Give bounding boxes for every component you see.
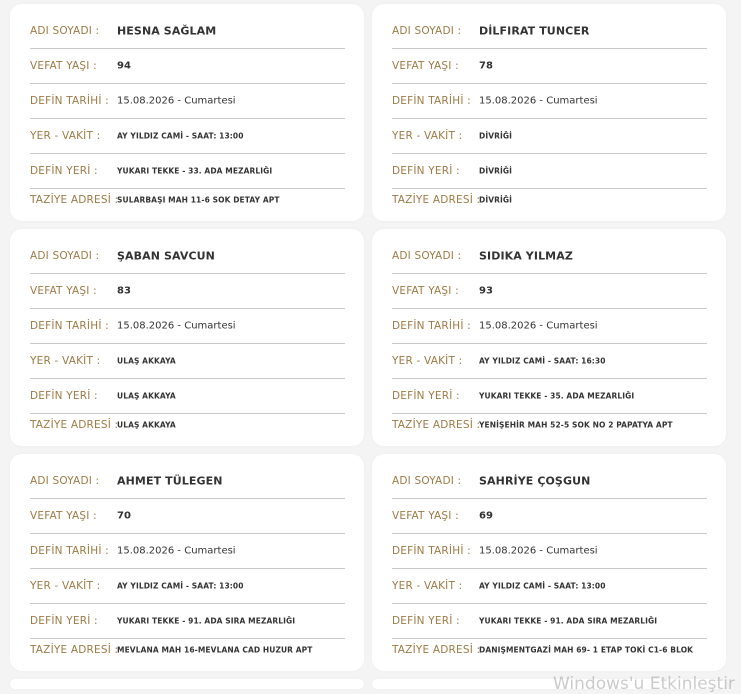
name-row (30, 464, 345, 499)
place-time-label: YER - VAKİT : (30, 580, 101, 592)
obituary-card (372, 454, 726, 671)
age-label: VEFAT YAŞI : (30, 510, 97, 522)
place-time-label: YER - VAKİT : (30, 355, 101, 367)
age-row (392, 49, 707, 84)
burial-date-label: DEFİN TARİHİ : (30, 320, 109, 332)
name-value: ŞABAN SAVCUN (117, 249, 215, 263)
burial-date-row (30, 84, 345, 119)
burial-date-label: DEFİN TARİHİ : (392, 545, 471, 557)
place-time-value: AY YILDIZ CAMİ - SAAT: 13:00 (117, 581, 244, 591)
burial-date-value: 15.08.2026 - Cumartesi (117, 95, 236, 107)
place-time-row (30, 344, 345, 379)
condolence-value: DANIŞMENTGAZİ MAH 69- 1 ETAP TOKİ C1-6 BLOK (479, 645, 694, 655)
burial-date-value: 15.08.2026 - Cumartesi (117, 320, 236, 332)
burial-place-value: YUKARI TEKKE - 33. ADA MEZARLIĞI (117, 166, 273, 176)
age-row (30, 499, 345, 534)
age-label: VEFAT YAŞI : (30, 60, 97, 72)
burial-date-row (30, 309, 345, 344)
age-label: VEFAT YAŞI : (392, 285, 459, 297)
name-label: ADI SOYADI : (30, 25, 100, 37)
name-value: SAHRİYE ÇOŞGUN (479, 474, 591, 488)
obituary-card-partial (10, 679, 364, 689)
age-row (30, 49, 345, 84)
age-value: 93 (479, 285, 493, 297)
name-row (30, 14, 345, 49)
name-label: ADI SOYADI : (30, 475, 100, 487)
condolence-label: TAZİYE ADRESİ : (30, 644, 119, 656)
place-time-row (30, 119, 345, 154)
burial-place-value: ULAŞ AKKAYA (117, 391, 176, 401)
burial-place-label: DEFİN YERİ : (30, 390, 98, 402)
age-value: 69 (479, 510, 493, 522)
obituary-card (10, 4, 364, 221)
burial-date-row (392, 84, 707, 119)
age-value: 78 (479, 60, 493, 72)
name-label: ADI SOYADI : (30, 250, 100, 262)
place-time-row (392, 344, 707, 379)
condolence-label: TAZİYE ADRESİ : (392, 419, 481, 431)
obituary-card (10, 229, 364, 446)
burial-place-label: DEFİN YERİ : (392, 390, 460, 402)
burial-date-label: DEFİN TARİHİ : (30, 95, 109, 107)
burial-date-row (392, 534, 707, 569)
obituary-card (372, 229, 726, 446)
name-value: HESNA SAĞLAM (117, 24, 217, 38)
obituary-card (10, 454, 364, 671)
age-row (392, 274, 707, 309)
name-label: ADI SOYADI : (392, 475, 462, 487)
place-time-row (392, 119, 707, 154)
burial-date-value: 15.08.2026 - Cumartesi (479, 320, 598, 332)
condolence-row (392, 409, 707, 441)
place-time-value: DİVRİĞİ (479, 131, 513, 141)
condolence-row (392, 634, 707, 666)
obituary-card (372, 4, 726, 221)
age-label: VEFAT YAŞI : (30, 285, 97, 297)
place-time-value: ULAŞ AKKAYA (117, 356, 176, 366)
name-label: ADI SOYADI : (392, 25, 462, 37)
burial-place-label: DEFİN YERİ : (30, 615, 98, 627)
place-time-value: AY YILDIZ CAMİ - SAAT: 13:00 (117, 131, 244, 141)
condolence-value: DİVRİĞİ (479, 195, 513, 205)
age-row (392, 499, 707, 534)
name-row (392, 239, 707, 274)
burial-place-label: DEFİN YERİ : (392, 165, 460, 177)
burial-place-value: DİVRİĞİ (479, 166, 513, 176)
burial-place-label: DEFİN YERİ : (30, 165, 98, 177)
burial-date-label: DEFİN TARİHİ : (392, 320, 471, 332)
age-label: VEFAT YAŞI : (392, 60, 459, 72)
age-row (30, 274, 345, 309)
name-row (392, 464, 707, 499)
burial-place-value: YUKARI TEKKE - 91. ADA SIRA MEZARLIĞI (479, 616, 658, 626)
condolence-label: TAZİYE ADRESİ : (392, 644, 481, 656)
condolence-value: ULAŞ AKKAYA (117, 420, 176, 430)
condolence-value: YENİŞEHİR MAH 52-5 SOK NO 2 PAPATYA APT (479, 420, 673, 430)
age-value: 83 (117, 285, 131, 297)
burial-place-value: YUKARI TEKKE - 35. ADA MEZARLIĞI (479, 391, 635, 401)
place-time-label: YER - VAKİT : (392, 130, 463, 142)
place-time-value: AY YILDIZ CAMİ - SAAT: 13:00 (479, 581, 606, 591)
condolence-row (30, 409, 345, 441)
age-label: VEFAT YAŞI : (392, 510, 459, 522)
age-value: 94 (117, 60, 131, 72)
name-label: ADI SOYADI : (392, 250, 462, 262)
place-time-label: YER - VAKİT : (392, 355, 463, 367)
condolence-row (30, 634, 345, 666)
burial-date-label: DEFİN TARİHİ : (392, 95, 471, 107)
name-value: SIDIKA YILMAZ (479, 249, 573, 263)
condolence-label: TAZİYE ADRESİ : (30, 194, 119, 206)
condolence-row (30, 184, 345, 216)
condolence-label: TAZİYE ADRESİ : (392, 194, 481, 206)
age-value: 70 (117, 510, 131, 522)
burial-date-row (30, 534, 345, 569)
place-time-label: YER - VAKİT : (30, 130, 101, 142)
name-value: DİLFIRAT TUNCER (479, 24, 590, 38)
burial-date-value: 15.08.2026 - Cumartesi (117, 545, 236, 557)
burial-date-label: DEFİN TARİHİ : (30, 545, 109, 557)
burial-date-row (392, 309, 707, 344)
burial-date-value: 15.08.2026 - Cumartesi (479, 545, 598, 557)
burial-place-label: DEFİN YERİ : (392, 615, 460, 627)
windows-activation-watermark: Windows'u Etkinleştir (553, 674, 735, 694)
place-time-row (30, 569, 345, 604)
place-time-label: YER - VAKİT : (392, 580, 463, 592)
name-value: AHMET TÜLEGEN (117, 474, 223, 488)
name-row (392, 14, 707, 49)
condolence-label: TAZİYE ADRESİ : (30, 419, 119, 431)
burial-date-value: 15.08.2026 - Cumartesi (479, 95, 598, 107)
condolence-row (392, 184, 707, 216)
name-row (30, 239, 345, 274)
burial-place-value: YUKARI TEKKE - 91. ADA SIRA MEZARLIĞI (117, 616, 296, 626)
place-time-value: AY YILDIZ CAMİ - SAAT: 16:30 (479, 356, 606, 366)
condolence-value: SULARBAŞI MAH 11-6 SOK DETAY APT (117, 195, 280, 205)
place-time-row (392, 569, 707, 604)
condolence-value: MEVLANA MAH 16-MEVLANA CAD HUZUR APT (117, 645, 313, 655)
